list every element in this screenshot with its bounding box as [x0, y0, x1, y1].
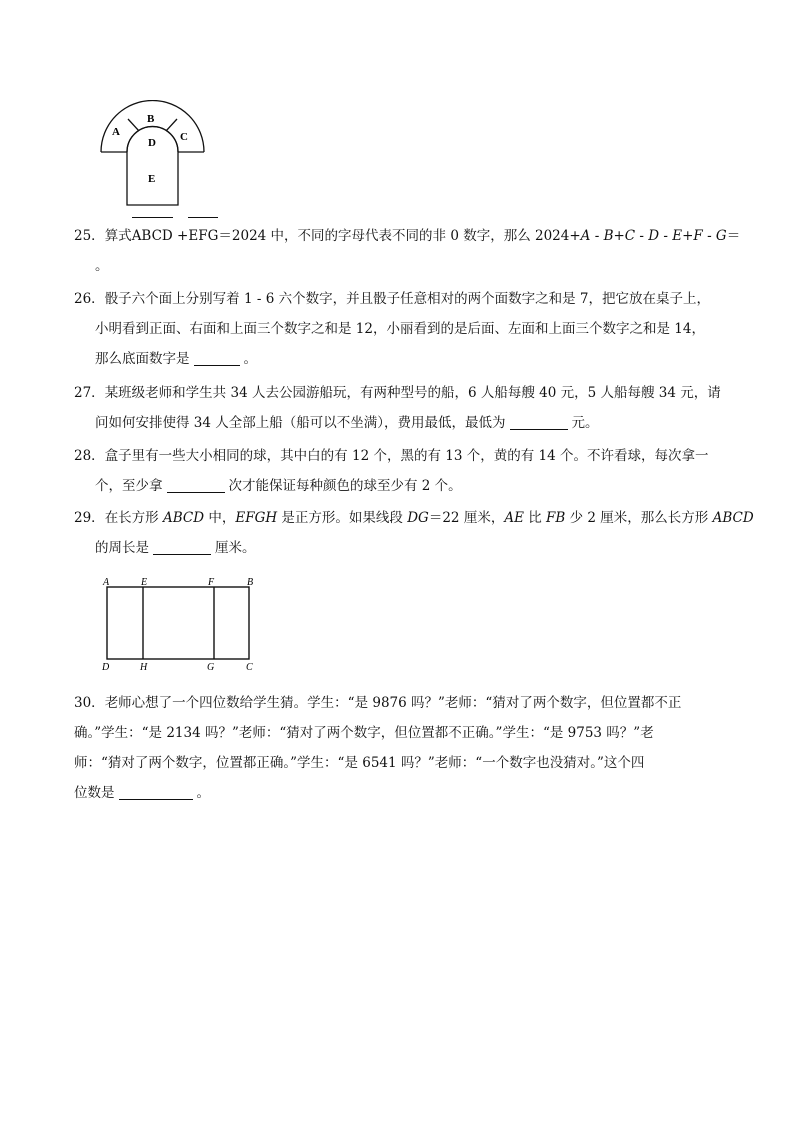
rect-label-b: B [247, 577, 254, 588]
question-26: 26．骰子六个面上分别写着 1 - 6 六个数字，并且骰子任意相对的两个面数字之和是 7，把它放在桌子上， 小明看到正面、右面和上面三个数字之和是 12，小丽看到的是后面、左面和上面三个数字之和是 14， 那么底面数字是 。 [74, 291, 710, 367]
arch-label-b: B [147, 113, 155, 125]
answer-blank[interactable] [194, 351, 240, 366]
question-number: 25． [74, 228, 105, 244]
question-number: 28． [74, 448, 105, 464]
question-number: 27． [74, 385, 105, 401]
rect-label-e: E [141, 577, 148, 588]
question-27: 27．某班级老师和学生共 34 人去公园游船玩，有两种型号的船，6 人船每艘 40 元，5 人船每艘 34 元，请 问如何安排使得 34 人全部上船（船可以不坐满），费用最低，最低为 元。 [74, 385, 721, 431]
overlined-abcd: ABCD [132, 221, 173, 251]
rect-label-h: H [140, 662, 148, 673]
rect-label-f: F [208, 577, 215, 588]
rectangle-figure [98, 573, 263, 675]
question-number: 29． [74, 510, 105, 526]
arch-label-d: D [148, 137, 156, 149]
question-29: 29．在长方形 ABCD 中，EFGH 是正方形。如果线段 DG＝22 厘米，AE 比 FB 少 2 厘米，那么长方形 ABCD 的周长是 厘米。 [74, 510, 754, 556]
answer-blank[interactable] [167, 478, 225, 493]
answer-blank[interactable] [510, 415, 568, 430]
question-number: 30． [74, 695, 105, 711]
question-28: 28．盒子里有一些大小相同的球，其中白的有 12 个，黑的有 13 个，黄的有 14 个。不许看球，每次拿一 个，至少拿 次才能保证每种颜色的球至少有 2 个。 [74, 448, 709, 494]
rect-label-g: G [207, 662, 215, 673]
question-30: 30．老师心想了一个四位数给学生猜。学生：“是 9876 吗？”老师：“猜对了两个数字，但位置都不正 确。”学生：“是 2134 吗？”老师：“猜对了两个数字，但位置都不正确。”学生：“是 9753 吗？”老 师：“猜对了两个数字，位置都正确。”学生：“是 6541 吗？”老师：“一个数字也没猜对。”这个四 位数是 。 [74, 695, 682, 801]
expression: A - B+C - D - E+F - G [580, 228, 727, 244]
arch-label-e: E [148, 173, 156, 185]
question-number: 26． [74, 291, 105, 307]
rect-label-a: A [103, 577, 110, 588]
arch-label-c: C [180, 131, 188, 143]
answer-blank[interactable] [153, 540, 211, 555]
arch-label-a: A [112, 126, 120, 138]
arch-figure [95, 100, 210, 210]
question-25: 25．算式ABCD +EFG＝2024 中，不同的字母代表不同的非 0 数字，那么 2024+A - B+C - D - E+F - G＝ 。 [74, 221, 724, 281]
overlined-efg: EFG [188, 221, 218, 251]
rect-label-c: C [246, 662, 253, 673]
rect-label-d: D [102, 662, 110, 673]
answer-blank[interactable] [119, 785, 193, 800]
